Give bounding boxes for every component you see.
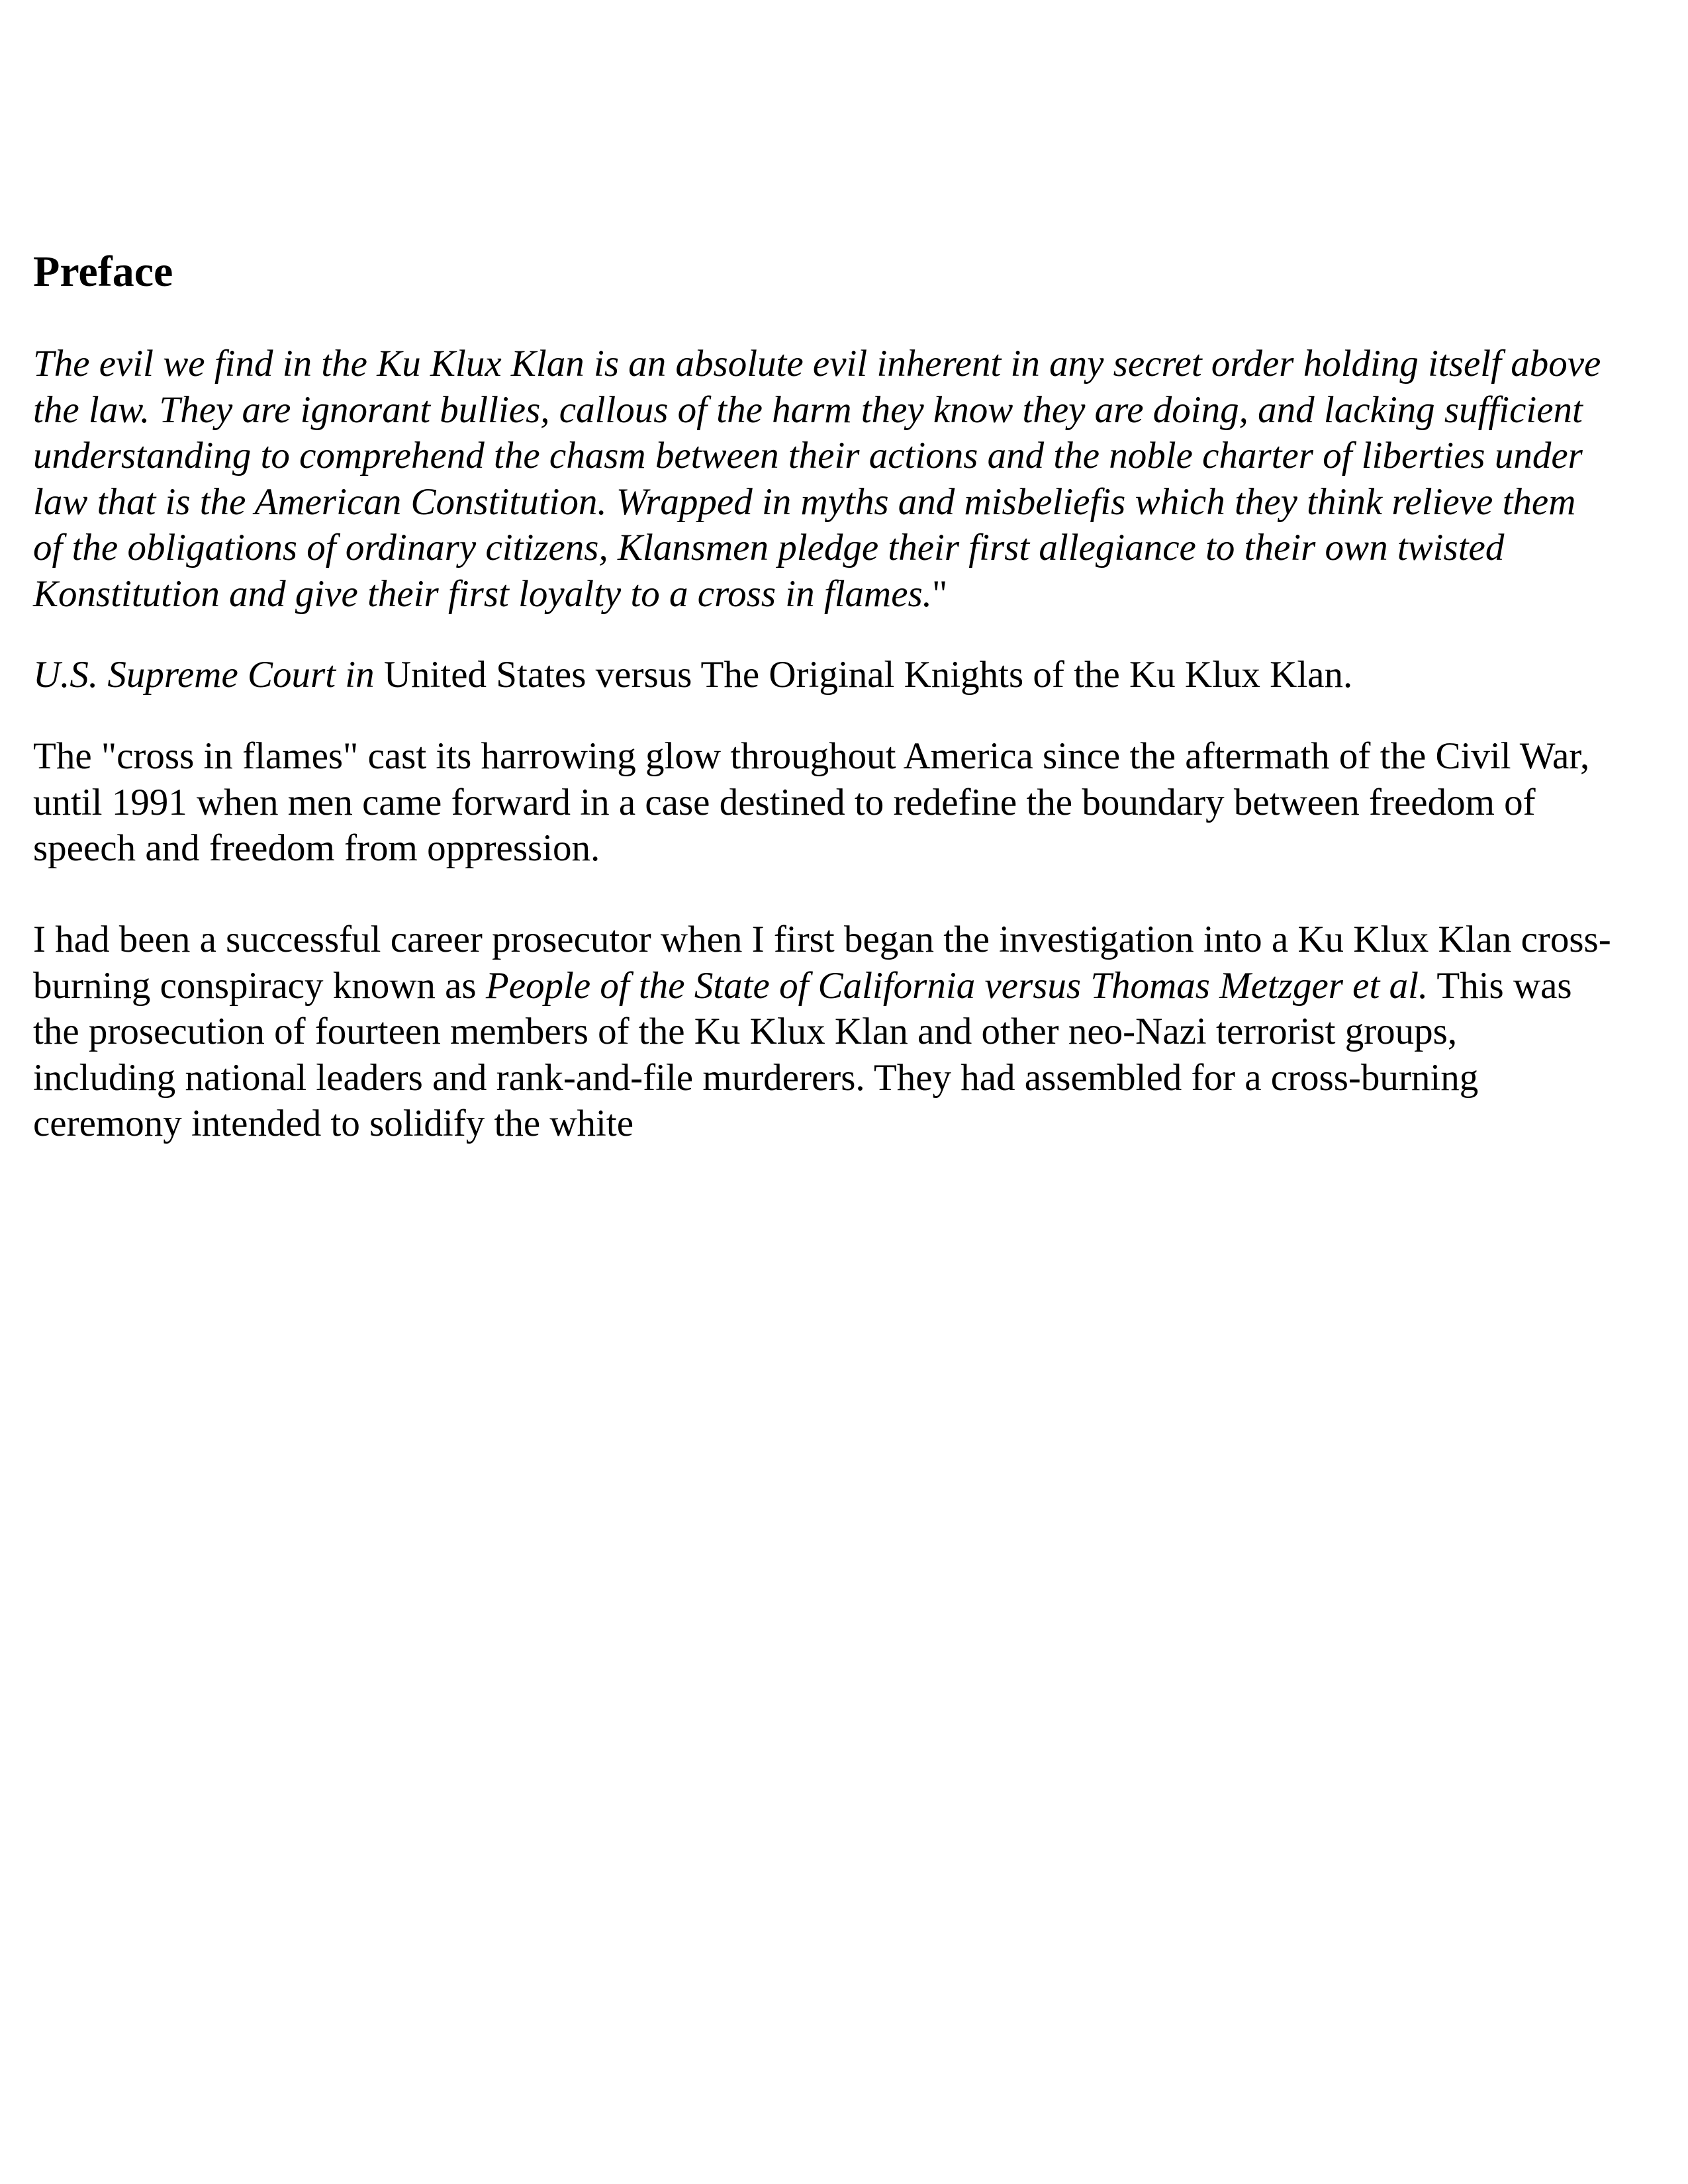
paragraph-line: the prosecution of fourteen members of the Ku Klux Klan and other neo-Nazi terrorist groups, [33, 1011, 1458, 1052]
line-text-after: This was [1428, 964, 1572, 1007]
quote-line: understanding to comprehend the chasm between their actions and the noble charter of liberties under [33, 435, 1583, 477]
quote-line-last [33, 571, 1601, 617]
citation-case: United States versus The Original Knights of the Ku Klux Klan. [374, 654, 1353, 696]
quote-line: The evil we find in the Ku Klux Klan is an absolute evil inherent in any secret order holding itself above [33, 343, 1601, 385]
paragraph-line: The "cross in flames" cast its harrowing glow throughout America since the aftermath of the Civil War, [33, 735, 1590, 777]
quote-paragraph [33, 341, 1601, 617]
paragraph-line: ceremony intended to solidify the white [33, 1103, 634, 1144]
quote-citation [33, 652, 1352, 698]
quote-line-text: Konstitution and give their first loyalty to a cross in flames. [33, 572, 932, 615]
paragraph-line: until 1991 when men came forward in a case destined to redefine the boundary between freedom of [33, 781, 1536, 823]
citation-line [33, 652, 1352, 698]
quote-line: the law. They are ignorant bullies, callous of the harm they know they are doing, and lacking sufficient [33, 388, 1583, 431]
paragraph-line-with-case [33, 963, 1611, 1009]
body-paragraph-2 [33, 917, 1611, 1147]
quote-closing-mark: " [931, 572, 948, 615]
page-title: Preface [33, 248, 173, 296]
quote-line: law that is the American Constitution. Wrapped in myths and misbeliefis which they think relieve them [33, 480, 1576, 523]
citation-court: U.S. Supreme Court in [33, 654, 375, 696]
quote-line: of the obligations of ordinary citizens, Klansmen pledge their first allegiance to their own twisted [33, 527, 1505, 569]
paragraph-line: speech and freedom from oppression. [33, 827, 600, 869]
body-paragraph-1 [33, 733, 1589, 872]
case-title: People of the State of California versus Thomas Metzger et al. [485, 964, 1429, 1007]
line-text-before: burning conspiracy known as [33, 964, 486, 1007]
paragraph-line: I had been a successful career prosecutor when I first began the investigation into a Ku Klux Klan cross- [33, 919, 1611, 960]
paragraph-line: including national leaders and rank-and-file murderers. They had assembled for a cross-burning [33, 1056, 1479, 1099]
